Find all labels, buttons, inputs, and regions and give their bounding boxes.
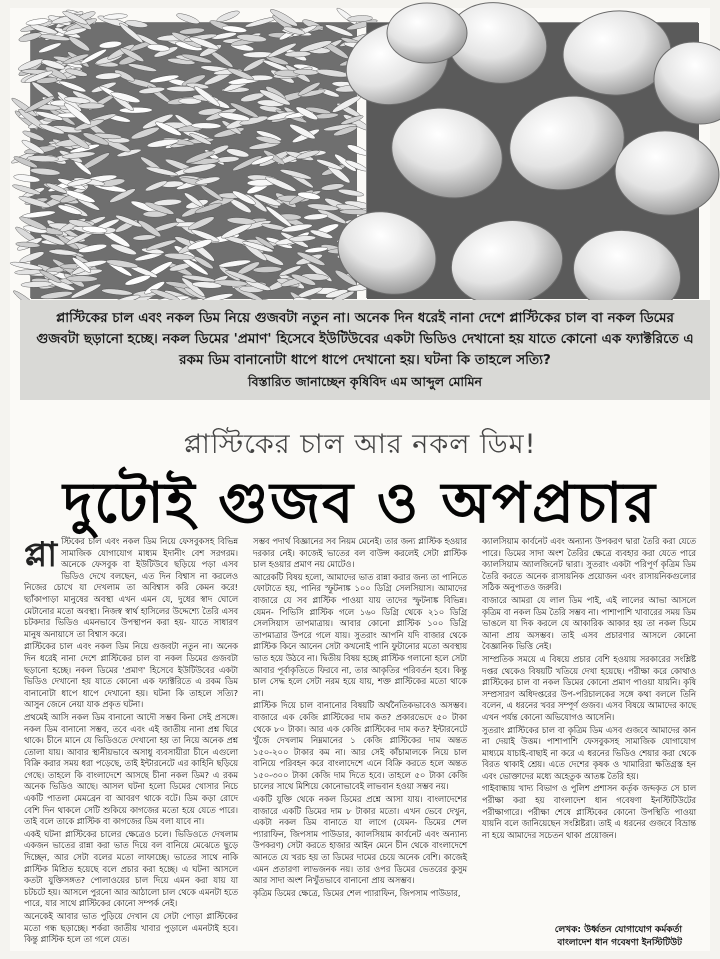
paragraph: প্লাস্টিকের চাল এবং নকল ডিম নিয়ে গুজবটা নতুন না। অনেক দিন ধরেই নানা দেশে প্লাস্টিকের চাল বা নকল ডিমের গুজবটা ছড়ানো হচ্ছে। নকল ডিমের 'প্রমাণ' হিসেবে ইউটিউবের একটা ভিডিও দেখানো হয় যাতে কোনো এক ফ্যাক্টরিতে এ রকম ডিম বানানোটা ধাপে ধাপে দেখানো হয়। ঘটনা কি তাহলে সত্যি? আসুন জেনে নেয়া যাক প্রকৃত ঘটনা। [24, 641, 238, 710]
lede-body: প্লাস্টিকের চাল এবং নকল ডিম নিয়ে গুজবটা নতুন না। অনেক দিন ধরেই নানা দেশে প্লাস্টিকের চাল বা নকল ডিমের গুজবটা ছড়ানো হচ্ছে। নকল ডিমের 'প্রমাণ' হিসেবে ইউটিউবের একটা ভিডিও দেখানো হয় যাতে কোনো এক ফ্যাক্টরিতে এ রকম ডিম বানানোটা ধাপে ধাপে দেখানো হয়। ঘটনা কি তাহলে সত্যি? [36, 310, 694, 368]
egg [387, 3, 467, 63]
paragraph: স্টিকের চাল এবং নকল ডিম নিয়ে ফেসবুকসহ বিভিন্ন সামাজিক যোগাযোগ মাধ্যম ইদানীং বেশ সরগরম। অনেকে ফেসবুক বা ইউটিউবে ছড়িয়ে পড়া এসব ভিডিও দেখে বলছেন, এত দিন বিশ্বাস না করলেও নিজের চোখে যা দেখলাম তা অবিশ্বাস করি কেমন করে! ছ্যাঁকাপাড়া মানুষের অবস্থা এখন এমন যে, দুধের স্বাদ ঘোলে মেটানোর মতো অবস্থা। নিজস্ব স্বার্থ হাসিলের উদ্দেশ্যে তৈরি এসব চটকদার ভিডিও এমনভাবে উপস্থাপন করা হয়- যাতে সাধারণ মানুষ অনায়াসে তা বিশ্বাস করে। [24, 536, 238, 639]
dropcap: প্লা [24, 535, 58, 575]
author-credit [382, 924, 682, 950]
paragraph: ক্যালসিয়াম কার্বনেট এবং অন্যান্য উপকরণ দ্বারা তৈরি করা যেতে পারে। ডিমের সাদা অংশ তৈরির ক্ষেত্রে ব্যবহার করা যেতে পারে ক্যালসিয়াম অ্যালজিনেট দ্বারা। সুতরাং একটা পরিপূর্ণ কৃত্রিম ডিম তৈরি করতে অনেক রাসায়নিক প্রয়োজন এবং রাসায়নিকগুলোর সঠিক অনুপাতও জরুরি। [482, 536, 696, 593]
paragraph: সম্ভব পদার্থ বিজ্ঞানের সব নিয়ম মেনেই। তার জন্য প্লাস্টিক হওয়ার দরকার নেই। কাজেই ভাতের বল বাউন্স করলেই সেটা প্লাস্টিক চাল হওয়ার প্রমাণ নয় মোটেও। [253, 536, 467, 570]
rice-grain [216, 9, 241, 24]
headline: দুটোই গুজব ও অপপ্রচার [62, 471, 658, 536]
column-1 [24, 535, 238, 945]
paragraph: সুতরাং প্লাস্টিকের চাল বা কৃত্রিম ডিম এসব গুজবে আমাদের কান না দেয়াই উত্তম। পাশাপাশি ফেসবুকসহ সামাজিক যোগাযোগ মাধ্যমে যাচাই-বাছাই না করে এ ধরনের ভিডিও শেয়ার করা থেকে বিরত থাকাই শ্রেয়। এতে দেশের কৃষক ও খামারিরা ক্ষতিগ্রস্ত হন এবং ভোক্তাদের মধ্যে অহেতুক আতঙ্ক তৈরি হয়। [482, 724, 696, 781]
lede-text [34, 308, 696, 392]
column-3 [482, 536, 696, 924]
rice-grains-photo [30, 22, 356, 298]
paragraph: বাজারে আমরা যে লাল ডিম পাই, এই লালের আভা আসলে কৃত্রিম বা নকল ডিম তৈরি সম্ভব না। পাশাপাশি খাবারের সময় ডিম ভাঙলে যা দিক করলে যে আকারিক আকার হয় তা নকল ডিমে আনা প্রায় অসম্ভব। তাই এসব প্রচারণার আসলে কোনো বৈজ্ঞানিক ভিত্তি নেই। [482, 594, 696, 652]
author-byline: বিস্তারিত জানাচ্ছেন কৃষিবিদ এম আব্দুল মোমিন [248, 374, 482, 389]
eggs-photo [366, 22, 698, 298]
rice-grain [78, 103, 105, 109]
paragraph: কৃত্রিম ডিমের ক্ষেত্রে, ডিমের শেল প্যারাফিন, জিপসাম পাউডার, [253, 887, 461, 898]
kicker-title: প্লাস্টিকের চাল আর নকল ডিম! [183, 429, 537, 460]
paragraph: সাম্প্রতিক সময়ে এ বিষয়ে প্রচার বেশি হওয়ায় সরকারের সংশ্লিষ্ট দপ্তর থেকেও বিষয়টি খতিয়ে দেখা হয়েছে। পরীক্ষা করে কোথাও প্লাস্টিকের চাল বা নকল ডিমের কোনো প্রমাণ পাওয়া যায়নি। কৃষি সম্প্রসারণ অধিদপ্তরের উপ-পরিচালকের সঙ্গে কথা বললে তিনি বলেন, এ ধরনের খবর সম্পূর্ণ গুজব। এসব বিষয়ে আমাদের কাছে এখন পর্যন্ত কোনো অভিযোগও আসেনি। [482, 653, 696, 722]
paragraph: একটি যুক্তি থেকে নকল ডিমের প্রশ্নে আসা যায়। বাংলাদেশের বাজারে একটি ডিমের দাম ৮ টাকার মতো। এখন ভেবে দেখুন, একটা নকল ডিম বানাতে যা লাগে (যেমন- ডিমের শেল প্যারাফিন, জিপসাম পাউডার, ক্যালসিয়াম কার্বনেট এবং অন্যান্য উপকরণ) সেটা করতে হাজার আইন মেনে চীন থেকে বাংলাদেশে আনতে যে খরচ হয় তা ডিমের দামের চেয়ে অনেক বেশি। কাজেই এমন প্রতারণা লাভজনক নয়। তার ওপর ডিমের ভেতরের কুসুম আর সাদা অংশ নিখুঁতভাবে বানানো প্রায় অসম্ভব। [253, 794, 467, 886]
credit-line: লেখক: উর্ধ্বতন যোগাযোগ কর্মকর্তা [554, 925, 682, 935]
eggs-icon [367, 23, 699, 299]
paragraph: প্লাস্টিক দিয়ে চাল বানানোর বিষয়টি অর্থনৈতিকভাবেও অসম্ভব। বাজারে এক কেজি প্লাস্টিকের দাম কত? প্রকারভেদে ৫০ টাকা থেকে ৮০ টাকা। আর এক কেজি প্লাস্টিকের দাম কত? ইন্টারনেটে খুঁজে দেখলাম নিম্নমানের ১ কেজি প্লাস্টিকের দাম অন্তত ১৫০-২০০ টাকার কম না। আর সেই কাঁচামালকে নিয়ে চাল বানিয়ে পরিবহন করে বাংলাদেশে এনে বিক্রি করতে হলে অন্তত ১৫০-৩০০ টাকা কেজি দাম দিতে হবে। তাহলে ৫০ টাকা কেজি চালের সাথে মিশিয়ে কোনোভাবেই লাভবান হওয়া সম্ভব নয়। [253, 700, 467, 792]
paragraph: অনেকেই আবার ভাত পুড়িয়ে দেখান যে সেটা পোড়া প্লাস্টিকের মতো গন্ধ ছড়াচ্ছে। শর্করা জাতীয় খাবার পুড়ালে এমনটাই হবে। কিন্তু প্লাস্টিক হলে তা গলে যেত। [24, 911, 238, 945]
credit-line: বাংলাদেশ ধান গবেষণা ইনস্টিটিউট [557, 938, 682, 948]
rice-grain [119, 107, 152, 113]
newspaper-page [10, 8, 710, 951]
paragraph: আরেকটি বিষয় হলো, আমাদের ভাত রান্না করার জন্য তা পানিতে ফোটাতে হয়, পানির স্ফুটনাঙ্ক ১০০ ডিগ্রি সেলসিয়াস। আমাদের বাজারে যে সব প্লাস্টিক পাওয়া যায় তাদের স্ফুটনাঙ্ক বিভিন্ন। যেমন- পিভিসি প্লাস্টিক গলে ১৬০ ডিগ্রি থেকে ২১০ ডিগ্রি সেলসিয়াস তাপমাত্রায়। আবার কোনো প্লাস্টিক ১০০ ডিগ্রি তাপমাত্রার উপরে গলে যায়। সুতরাং আপনি যদি বাজার থেকে প্লাস্টিক কিনে আনেন সেটা কখনোই পানি ফুটানোর মতো অবস্থায় ভাত হয়ে উঠবে না। দ্বিতীয় বিষয় হচ্ছে প্লাস্টিক গলানো হলে সেটা আবার পূর্বাকৃতিতে ফিরবে না, তার আকৃতির পরিবর্তন হবে। কিন্তু চাল সেদ্ধ হলে সেটা নরম হয়ে যায়, শক্ত প্লাস্টিকের মতো থাকে না। [253, 571, 467, 698]
paragraph: প্রথমেই আসি নকল ডিম বানানো আদৌ সম্ভব কিনা সেই প্রসঙ্গে। নকল ডিম বানানো সম্ভব, তবে এবং এই জাতীয় নানা প্রশ্ন ঘিরে থাকে। চীনে মানে যে ভিডিওতে দেখানো হয় তা নিয়ে অনেক প্রশ্ন তোলা যায়। আবার স্থানীয়ভাবে অসাধু ব্যবসায়ীরা চীনে এগুলো বিক্রি করার সময় ধরা পড়েছে, তাই ইন্টারনেটে এর কাহিনি ছড়িয়ে গেছে। তাহলে কি বাংলাদেশে আসছে চীনা নকল ডিম? এ রকম অনেক ভিডিও আছে। আসল ঘটনা হলো ডিমের খোসার নিচে একটি পাতলা মেমব্রেন বা আবরণ থাকে বটে। ডিম কড়া রোদে বেশি দিন থাকলে সেটি শুকিয়ে কাগজের মতো হয়ে যেতে পারে। তাই বলে তাকে প্লাস্টিক বা কাগজের ডিম বলা যাবে না। [24, 711, 238, 827]
paragraph: একই ঘটনা প্লাস্টিকের চালের ক্ষেত্রেও চলে। ভিডিওতে দেখলাম একজন ভাতের রান্না করা ভাত দিয়ে বল বানিয়ে মেঝেতে ছুড়ে দিচ্ছেন, আর সেটা বলের মতো লাফাচ্ছে। ভাতের সাথে নাকি প্লাস্টিক মিশ্রিত হয়েছে বলে প্রচার করা হচ্ছে। এ ঘটনা আসলে কতটা যুক্তিসঙ্গত? পোলাওয়ের চাল দিয়ে এমন করা যায় যা চটচটে হয়। আসলে পুরনো আর আঠালো চাল থেকে এমনটা হতে পারে, যার সাথে প্লাস্টিকের কোনো সম্পর্ক নেই। [24, 828, 238, 909]
rice-grain [66, 276, 97, 282]
photo-row [30, 22, 698, 298]
paragraph: গাইবান্ধায় খাদ্য বিভাগ ও পুলিশ প্রশাসন কর্তৃক জব্দকৃত সে চাল পরীক্ষা করা হয় বাংলাদেশ ধান গবেষণা ইনস্টিটিউটের পরীক্ষাগারে। পরীক্ষা শেষে প্লাস্টিকের কোনো উপস্থিতি পাওয়া যায়নি বলে জানিয়েছেন সংশ্লিষ্টরা। তাই এ ধরনের গুজবে বিভ্রান্ত না হয়ে আমাদের সচেতন থাকা প্রয়োজন। [482, 783, 696, 840]
column-2 [253, 536, 467, 924]
rice-grains-icon [31, 23, 357, 299]
